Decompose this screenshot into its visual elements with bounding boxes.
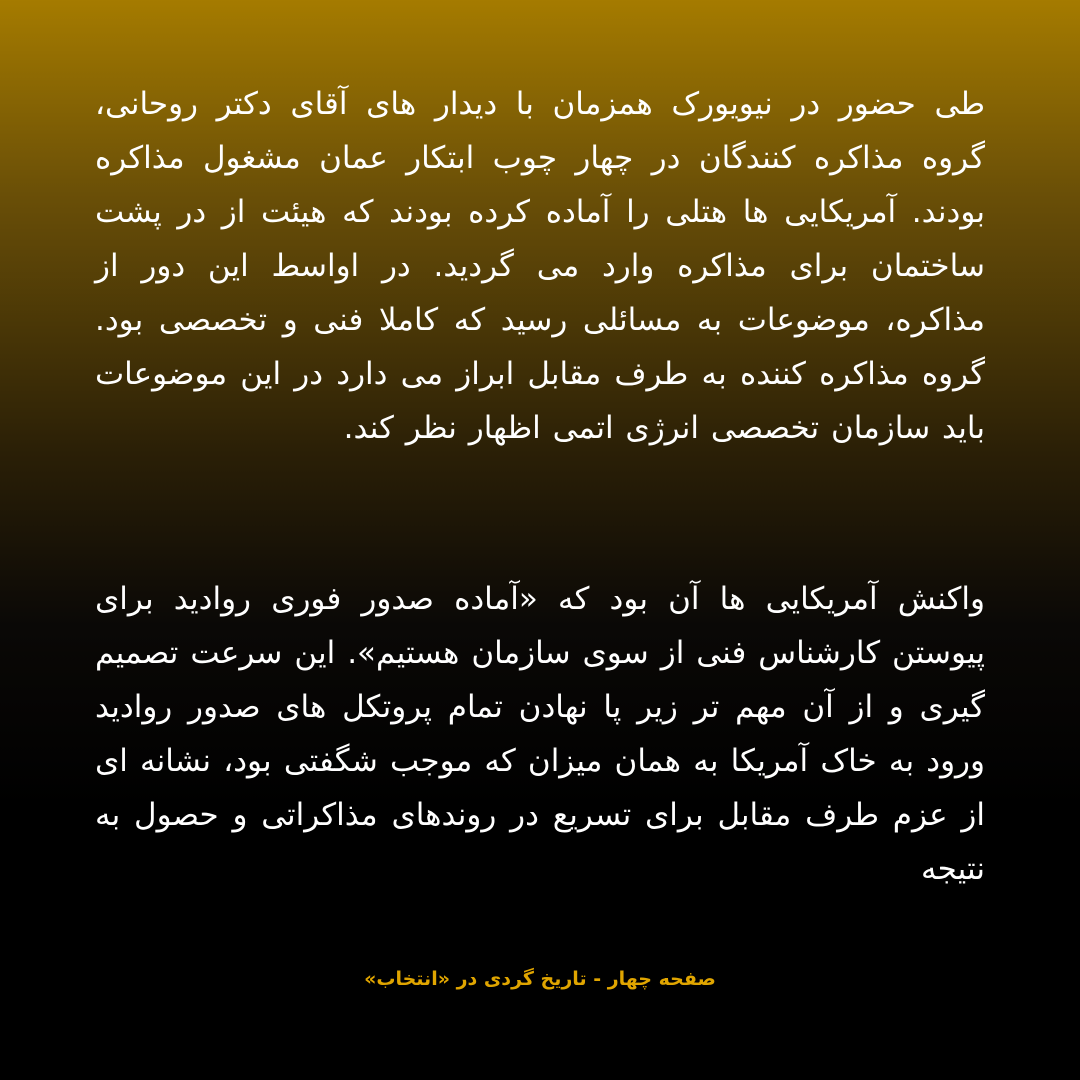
article-paragraph-2: واکنش آمریکایی ها آن بود که «آماده صدور فوری روادید برای پیوستن کارشناس فنی از سوی سازمان هستیم». این سرعت تصمیم گیری و از آن مهم تر زیر پا نهادن تمام پروتکل های صدور روادید ورود به خاک آمریکا به همان میزان که موجب شگفتی بود، نشانه ای از عزم طرف مقابل برای تسریع در روندهای مذاکراتی و حصول به نتیجه — [95, 581, 985, 887]
page-footer-caption: صفحه چهار - تاریخ گردی در «انتخاب» — [364, 968, 716, 990]
article-paragraph-1: طی حضور در نیویورک همزمان با دیدار های آقای دکتر روحانی، گروه مذاکره کنندگان در چهار چوب ابتکار عمان مشغول مذاکره بودند. آمریکایی ها هتلی را آماده کرده بودند که هیئت از در پشت ساختمان برای مذاکره وارد می گردید. در اواسط این دور از مذاکره، موضوعات به مسائلی رسید که کاملا فنی و تخصصی بود. گروه مذاکره کننده به طرف مقابل ابراز می دارد در این موضوعات باید سازمان تخصصی انرژی اتمی اظهار نظر کند. — [95, 86, 985, 446]
